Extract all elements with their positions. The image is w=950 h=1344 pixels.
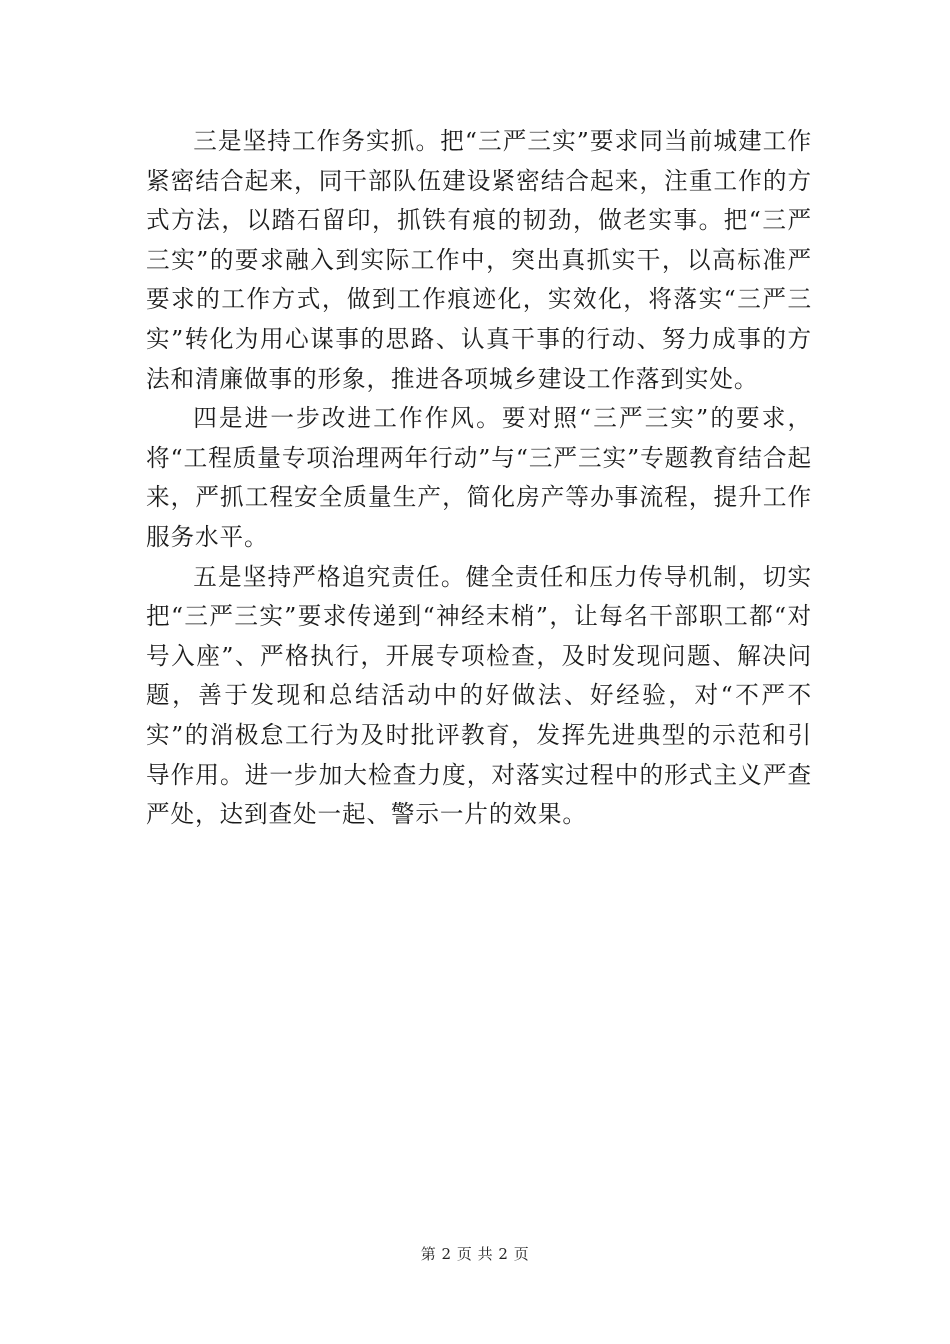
document-body bbox=[146, 122, 812, 835]
paragraph-3: 三是坚持工作务实抓。把“三严三实”要求同当前城建工作紧密结合起来，同干部队伍建设紧密结合起来，注重工作的方式方法，以踏石留印，抓铁有痕的韧劲，做老实事。把“三严三实”的要求融入到实际工作中，突出真抓实干，以高标准严要求的工作方式，做到工作痕迹化，实效化，将落实“三严三实”转化为用心谋事的思路、认真干事的行动、努力成事的方法和清廉做事的形象，推进各项城乡建设工作落到实处。 bbox=[146, 127, 812, 393]
page-footer: 第 2 页 共 2 页 bbox=[420, 1245, 530, 1263]
paragraph-4: 四是进一步改进工作作风。要对照“三严三实”的要求，将“工程质量专项治理两年行动”与“三严三实”专题教育结合起来，严抓工程安全质量生产，简化房产等办事流程，提升工作服务水平。 bbox=[146, 404, 812, 551]
paragraph-5: 五是坚持严格追究责任。健全责任和压力传导机制，切实把“三严三实”要求传递到“神经末梢”，让每名干部职工都“对号入座”、严格执行，开展专项检查，及时发现问题、解决问题，善于发现和总结活动中的好做法、好经验，对“不严不实”的消极怠工行为及时批评教育，发挥先进典型的示范和引导作用。进一步加大检查力度，对落实过程中的形式主义严查严处，达到查处一起、警示一片的效果。 bbox=[146, 562, 812, 829]
